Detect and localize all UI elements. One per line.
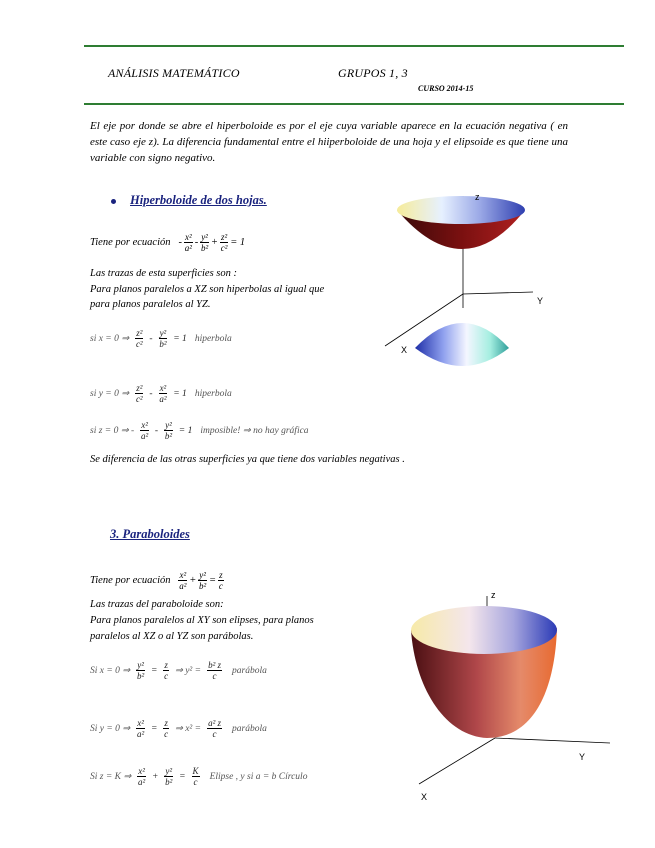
paraboloid-rim [411,606,557,654]
equation-par-y-zero: Si y = 0 ⇒ $\frac{\text{x²}}{\text{a²}}$ = $\frac{z}{c}$ ⇒ x² = $\frac{\text{a² z}}{c}$ parábola [90,718,267,739]
paraboloid-figure [405,588,615,810]
fraction: $\frac{\text{y²}}{\text{b²}}$ [159,328,167,349]
bullet-icon [111,199,116,204]
y-axis-label: Y [537,296,544,306]
trazas-line-3b: paralelos al XZ o al YZ son parábolas. [90,631,254,642]
fraction: $\frac{\text{x²}}{\text{a²}}$ [138,766,146,787]
fraction: $\frac{\text{x²}}{\text{a²}}$ [184,232,192,253]
equation-z-zero: si z = 0 ⇒ - $\frac{\text{x²}}{\text{a²}}$ - $\frac{\text{y²}}{\text{b²}}$ = 1 imposible! ⇒ no hay gráfica [90,420,309,441]
intro-paragraph: El eje por donde se abre el hiperboloide es por el eje cuya variable aparece en la ecuación negativa ( en este caso eje z). La diferencia fundamental entre el hiiperboloide de una hoja y el elipsoide es que tiene una variable con signo negativo. [90,120,568,164]
section-title-paraboloides: 3. Paraboloides [110,527,190,541]
fraction: $\frac{\text{z²}}{\text{c²}}$ [220,232,228,253]
y-axis-line [495,738,610,743]
tiene-label: Tiene por ecuación [90,237,171,248]
fraction: $\frac{z}{c}$ [218,570,223,591]
upper-sheet-rim [397,196,525,224]
fraction: $\frac{\text{x²}}{\text{a²}}$ [140,420,149,441]
x-axis-label: X [421,792,428,802]
hiperboloide-equation [90,232,245,253]
trazas-text: Las trazas de esta superficies son : [90,268,237,279]
fraction: $\frac{\text{x²}}{\text{a²}}$ [159,383,167,404]
fraction: $\frac{\text{y²}}{\text{b²}}$ [165,766,173,787]
equation-par-x-zero: Si x = 0 ⇒ $\frac{\text{y²}}{\text{b²}}$ = $\frac{z}{c}$ ⇒ y² = $\frac{\text{b² z}}{c}$ parábola [90,660,267,681]
y-axis-label: Y [579,752,586,762]
course-title: ANÁLISIS MATEMÁTICO [108,66,240,80]
paraboloide-equation: Tiene por ecuación $\frac{\text{x²}}{\text{a²}}$ + $\frac{\text{y²}}{\text{b²}}$ = $\frac{z}{c}$ [90,570,223,591]
equation-y-zero: si y = 0 ⇒ $\frac{\text{z²}}{\text{c²}}$ - $\frac{\text{x²}}{\text{a²}}$ = 1 hiperbola [90,383,232,404]
tiene-label: Tiene por ecuación [90,575,171,586]
fraction: $\frac{\text{x²}}{\text{a²}}$ [179,570,187,591]
fraction: $\frac{z}{c}$ [164,718,169,739]
trazas-line-2: Para planos paralelos a XZ son hiperbolas al igual que [90,284,325,295]
lower-sheet [415,323,509,366]
z-axis-label: z [475,192,480,202]
fraction: $\frac{\text{x²}}{\text{a²}}$ [136,718,145,739]
hyperboloid-figure [375,188,565,392]
trazas-text-2: Las trazas del paraboloide son: [90,599,224,610]
y-axis-line [463,292,533,294]
fraction: $\frac{\text{y²}}{\text{b²}}$ [199,570,207,591]
fraction: $\frac{\text{z²}}{\text{c²}}$ [135,383,143,404]
eq-sign: - [178,237,182,248]
x-axis-line [419,738,495,784]
header-rule-top [84,45,624,47]
conclusion-text: Se diferencia de las otras superficies ya que tiene dos variables negativas . [90,454,405,465]
section-title-hiperboloide: Hiperboloide de dos hojas. [130,193,267,207]
eq-op: - [194,237,199,248]
groups-label: GRUPOS 1, 3 [338,66,408,80]
fraction: $\frac{K}{c}$ [192,766,199,787]
eq-op: + [210,237,218,248]
equation-par-z-k: Si z = K ⇒ $\frac{\text{x²}}{\text{a²}}$ + $\frac{\text{y²}}{\text{b²}}$ = $\frac{K}{c}$ Elipse , y si a = b Círculo [90,766,308,787]
fraction: $\frac{\text{a² z}}{c}$ [208,718,222,739]
fraction: $\frac{\text{y²}}{\text{b²}}$ [136,660,145,681]
x-axis-label: X [401,345,408,355]
fraction: $\frac{\text{b² z}}{c}$ [208,660,222,681]
trazas-line-3: para planos paralelos al YZ. [90,299,211,310]
equation-x-zero: si x = 0 ⇒ $\frac{\text{z²}}{\text{c²}}$ - $\frac{\text{y²}}{\text{b²}}$ = 1 hiperbola [90,328,232,349]
eq-rhs: = 1 [230,237,246,248]
header-rule-bottom [84,103,624,105]
fraction: $\frac{\text{y²}}{\text{b²}}$ [164,420,173,441]
trazas-line-2b: Para planos paralelos al XY son elipses, para planos [90,615,314,626]
fraction: $\frac{\text{z²}}{\text{c²}}$ [135,328,143,349]
curso-label: CURSO 2014-15 [418,84,474,93]
fraction: $\frac{z}{c}$ [164,660,169,681]
fraction: $\frac{\text{y²}}{\text{b²}}$ [200,232,209,253]
z-axis-label: z [491,590,496,600]
